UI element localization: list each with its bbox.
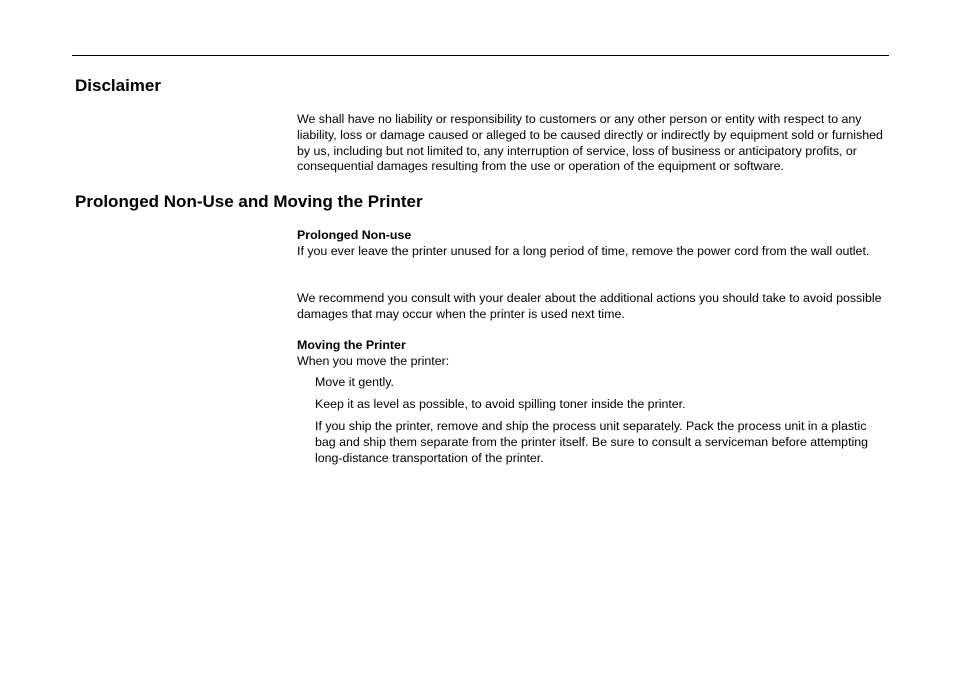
moving-printer-subheading: Moving the Printer [297, 338, 406, 352]
list-item: If you ship the printer, remove and ship the process unit separately. Pack the process unit in a plastic bag and ship them separate from the printer itself. Be sure to consult a serviceman before attempting long-distance transportation of the printer. [315, 419, 869, 465]
prolonged-non-use-subheading: Prolonged Non-use [297, 228, 412, 242]
disclaimer-heading: Disclaimer [75, 76, 161, 95]
list-item: Move it gently. [315, 375, 394, 389]
disclaimer-paragraph: We shall have no liability or responsibility to customers or any other person or entity with respect to any liability, loss or damage caused or alleged to be caused directly or indirectly by equipment sold or furnished by us, including but not limited to, any interruption of service, loss of business or anticipatory profits, or consequential damages resulting from the use or operation of the equipment or software. [297, 112, 883, 174]
prolonged-non-use-paragraph-1: If you ever leave the printer unused for a long period of time, remove the power cord from the wall outlet. [297, 244, 870, 258]
prolonged-non-use-section-heading: Prolonged Non-Use and Moving the Printer [75, 192, 423, 211]
top-divider [72, 55, 889, 56]
moving-printer-intro: When you move the printer: [297, 354, 450, 368]
prolonged-non-use-paragraph-2: We recommend you consult with your dealer about the additional actions you should take to avoid possible damages that may occur when the printer is used next time. [297, 291, 882, 321]
list-item: Keep it as level as possible, to avoid spilling toner inside the printer. [315, 397, 686, 411]
